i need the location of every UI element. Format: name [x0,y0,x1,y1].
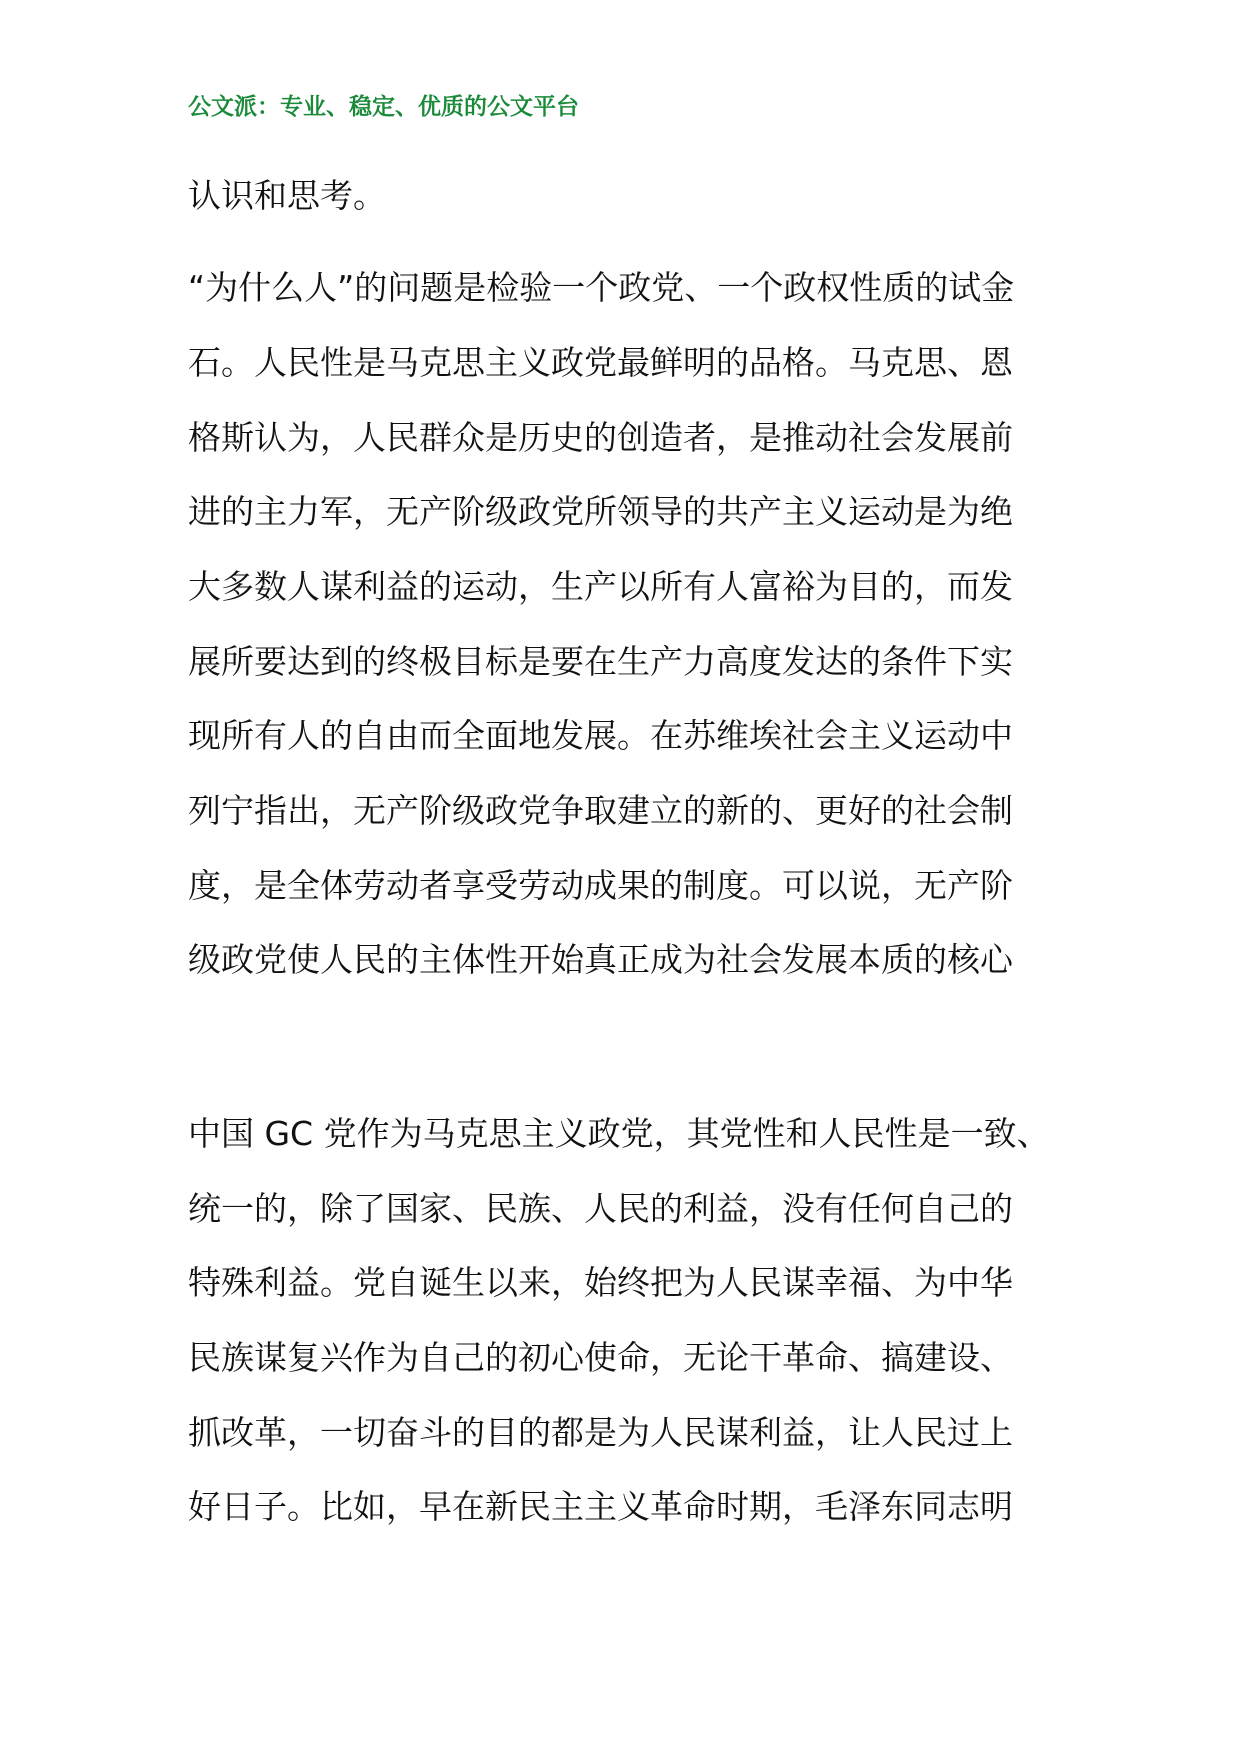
paragraph-line: 统一的，除了国家、民族、人民的利益，没有任何自己的 [188,1189,1013,1228]
intro-line: 认识和思考。 [188,176,386,215]
paragraph-line: 度，是全体劳动者享受劳动成果的制度。可以说，无产阶 [188,866,1013,905]
paragraph-line: 进的主力军，无产阶级政党所领导的共产主义运动是为绝 [188,492,1013,531]
paragraph-line: “为什么人”的问题是检验一个政党、一个政权性质的试金 [188,268,1015,307]
paragraph-line: 格斯认为，人民群众是历史的创造者，是推动社会发展前 [188,418,1013,457]
paragraph-line: 级政党使人民的主体性开始真正成为社会发展本质的核心 [188,940,1013,979]
paragraph-line: 特殊利益。党自诞生以来，始终把为人民谋幸福、为中华 [188,1263,1013,1302]
paragraph-line: 列宁指出，无产阶级政党争取建立的新的、更好的社会制 [188,791,1013,830]
paragraph-line: 中国 GC 党作为马克思主义政党，其党性和人民性是一致、 [188,1114,1050,1153]
paragraph-line: 民族谋复兴作为自己的初心使命，无论干革命、搞建设、 [188,1338,1013,1377]
page-header-title: 公文派：专业、稳定、优质的公文平台 [188,93,579,120]
paragraph-line: 展所要达到的终极目标是要在生产力高度发达的条件下实 [188,642,1013,681]
paragraph-line: 抓改革，一切奋斗的目的都是为人民谋利益，让人民过上 [188,1413,1013,1452]
paragraph-line: 好日子。比如，早在新民主主义革命时期，毛泽东同志明 [188,1487,1013,1526]
paragraph-line: 石。人民性是马克思主义政党最鲜明的品格。马克思、恩 [188,343,1013,382]
paragraph-line: 大多数人谋利益的运动，生产以所有人富裕为目的，而发 [188,567,1013,606]
paragraph-line: 现所有人的自由而全面地发展。在苏维埃社会主义运动中 [188,716,1013,755]
